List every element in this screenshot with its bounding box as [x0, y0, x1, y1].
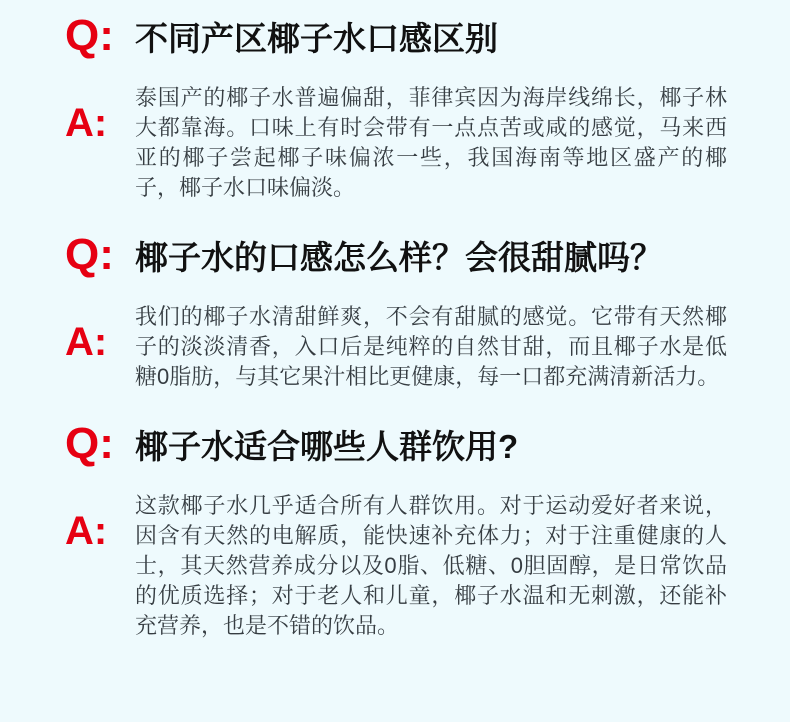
a-marker: A: [65, 320, 108, 364]
a-marker: A: [65, 509, 108, 553]
answer-text: 泰国产的椰子水普遍偏甜，菲律宾因为海岸线绵长，椰子林大都靠海。口味上有时会带有一点点苦或咸的感觉，马来西亚的椰子尝起椰子味偏浓一些，我国海南等地区盛产的椰子，椰子水口味偏淡。 [135, 85, 727, 200]
qa-item [65, 230, 727, 392]
question-row [65, 230, 727, 282]
q-marker: Q: [65, 11, 114, 60]
qa-item [65, 419, 727, 641]
q-marker: Q: [65, 419, 114, 468]
answer-row [65, 302, 727, 392]
question-title: 椰子水适合哪些人群饮用? [135, 428, 519, 465]
answer-text: 这款椰子水几乎适合所有人群饮用。对于运动爱好者来说，因含有天然的电解质，能快速补充体力；对于注重健康的人士，其天然营养成分以及0脂、低糖、0胆固醇，是日常饮品的优质选择；对于老人和儿童，椰子水温和无刺激，还能补充营养，也是不错的饮品。 [135, 493, 727, 638]
question-row [65, 419, 727, 471]
answer-row [65, 491, 727, 641]
question-title: 不同产区椰子水口感区别 [135, 20, 498, 57]
question-row [65, 11, 727, 63]
question-title: 椰子水的口感怎么样？会很甜腻吗？ [135, 239, 663, 276]
qa-item [65, 11, 727, 203]
answer-text: 我们的椰子水清甜鲜爽，不会有甜腻的感觉。它带有天然椰子的淡淡清香，入口后是纯粹的自然甘甜，而且椰子水是低糖0脂肪，与其它果汁相比更健康，每一口都充满清新活力。 [135, 304, 727, 389]
a-marker: A: [65, 101, 108, 145]
q-marker: Q: [65, 230, 114, 279]
answer-row [65, 83, 727, 203]
